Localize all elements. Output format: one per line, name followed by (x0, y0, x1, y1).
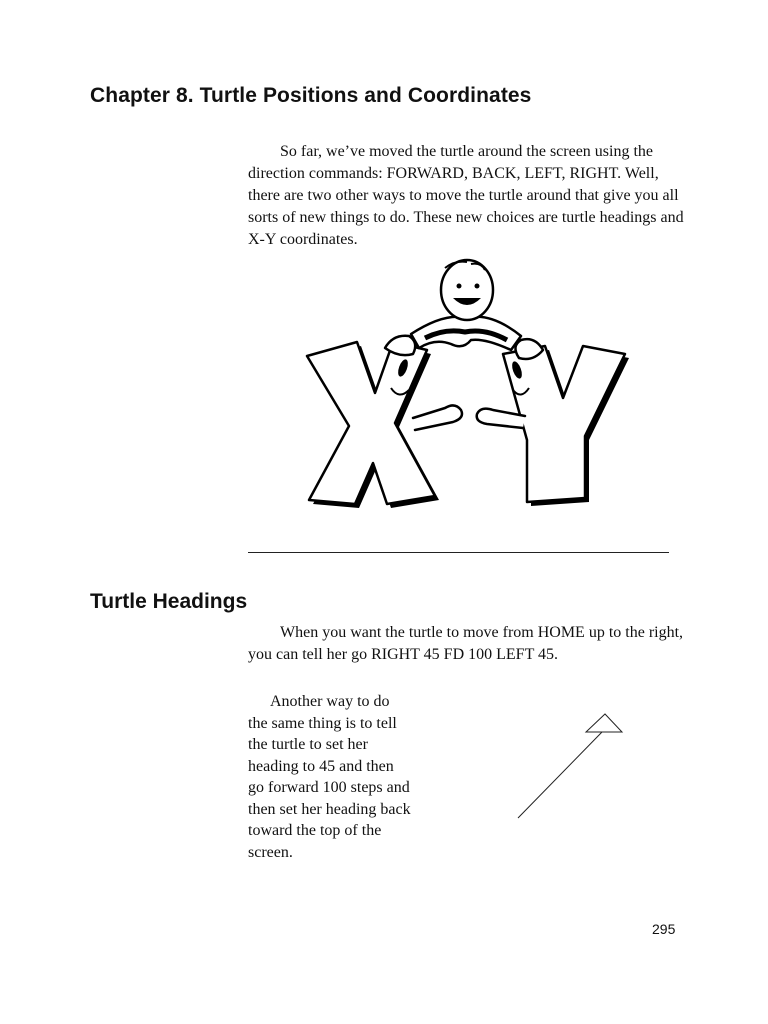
section-title: Turtle Headings (90, 590, 248, 613)
chapter-title: Chapter 8. Turtle Positions and Coordinates (90, 84, 532, 107)
section-divider (248, 552, 669, 553)
turtle-heading-diagram (505, 705, 635, 830)
turtle-path-line (518, 732, 602, 818)
xy-cartoon-illustration (295, 258, 640, 508)
page-number: 295 (652, 921, 676, 937)
another-way-paragraph: Another way to do the same thing is to tell the turtle to set her heading to 45 and then go forward 100 steps and then set her heading back toward the top of the screen. (248, 693, 411, 861)
turtle-triangle-icon (586, 714, 622, 732)
intro-paragraph: So far, we’ve moved the turtle around the screen using the direction commands: FORWARD, BACK, LEFT, RIGHT. Well, there are two other ways to move the turtle around that give you all sorts of new things to do. These new choices are turtle headings and X-Y coordinates. (248, 143, 684, 248)
headings-paragraph: When you want the turtle to move from HOME up to the right, you can tell her go RIGHT 45 FD 100 LEFT 45. (248, 624, 684, 663)
